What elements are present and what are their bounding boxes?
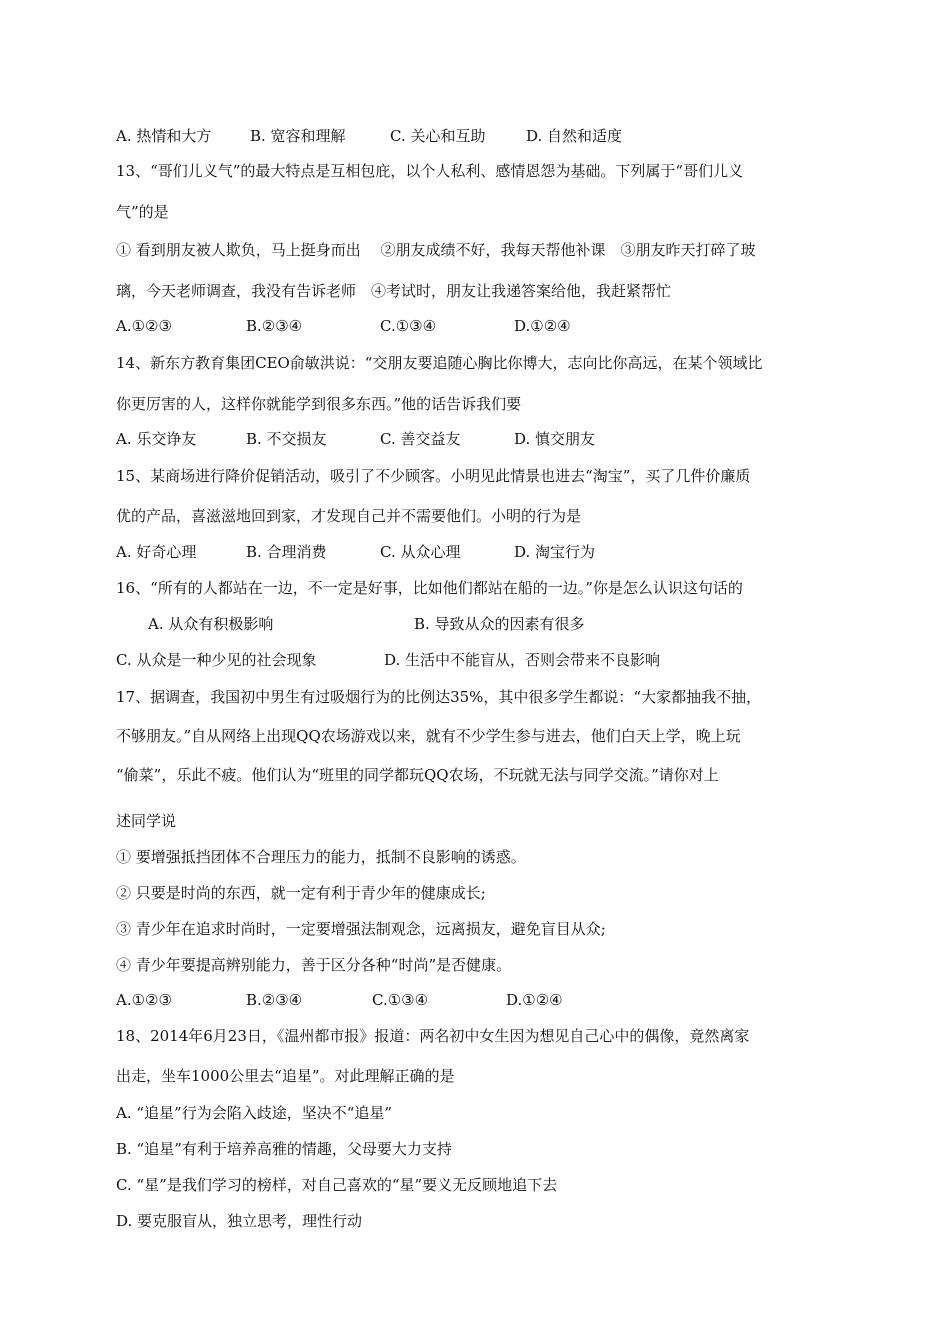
- q14-stem-line2: 你更厉害的人，这样你就能学到很多东西。”他的话告诉我们要: [116, 395, 522, 413]
- q17-option-a: A.①②③: [116, 991, 172, 1009]
- q12-option-d: D. 自然和适度: [526, 127, 623, 145]
- q18-option-d: D. 要克服盲从，独立思考，理性行动: [116, 1212, 363, 1230]
- q15-stem-line2: 优的产品，喜滋滋地回到家，才发现自己并不需要他们。小明的行为是: [116, 507, 582, 525]
- q17-stem-line1: 17、据调查，我国初中男生有过吸烟行为的比例达35%，其中很多学生都说：“大家都抽我不抽，: [116, 688, 762, 706]
- q18-option-c: C. “星”是我们学习的榜样，对自己喜欢的“星”要义无反顾地追下去: [116, 1176, 558, 1194]
- q14-option-d: D. 慎交朋友: [514, 430, 596, 448]
- q17-option-d: D.①②④: [506, 991, 563, 1009]
- q16-option-c: C. 从众是一种少见的社会现象: [116, 651, 317, 669]
- q16-option-d: D. 生活中不能盲从，否则会带来不良影响: [384, 651, 661, 669]
- q17-option-b: B.②③④: [246, 991, 303, 1009]
- q16-option-a: A. 从众有积极影响: [148, 615, 274, 633]
- q18-stem-line1: 18、2014年6月23日，《温州都市报》报道：两名初中女生因为想见自己心中的偶像，竟然离家: [116, 1027, 750, 1045]
- q15-option-c: C. 从众心理: [380, 543, 461, 561]
- q15-option-d: D. 淘宝行为: [514, 543, 596, 561]
- q18-option-a: A. “追星”行为会陷入歧途，坚决不“追星”: [116, 1104, 393, 1122]
- q16-stem-line1: 16、“所有的人都站在一边，不一定是好事，比如他们都站在船的一边。”你是怎么认识这句话的: [116, 579, 743, 597]
- q12-option-b: B. 宽容和理解: [250, 127, 346, 145]
- q14-option-a: A. 乐交诤友: [116, 430, 197, 448]
- q17-stem-line2: 不够朋友。”自从网络上出现QQ农场游戏以来，就有不少学生参与进去，他们白天上学，晚上玩: [116, 727, 741, 745]
- q15-stem-line1: 15、某商场进行降价促销活动，吸引了不少顾客。小明见此情景也进去“淘宝”，买了几件价廉质: [116, 467, 751, 485]
- q13-stem-line1: 13、“哥们儿义气”的最大特点是互相包庇，以个人私利、感情恩怨为基础。下列属于“哥们儿义: [116, 162, 744, 180]
- q14-option-b: B. 不交损友: [246, 430, 327, 448]
- q14-option-c: C. 善交益友: [380, 430, 461, 448]
- q13-item-line1: ① 看到朋友被人欺负，马上挺身而出 ②朋友成绩不好，我每天帮他补课 ③朋友昨天打碎了玻: [116, 241, 756, 259]
- q15-option-a: A. 好奇心理: [116, 543, 197, 561]
- q17-stem-line3: “偷菜”，乐此不疲。他们认为“班里的同学都玩QQ农场，不玩就无法与同学交流。”请你对上: [116, 766, 719, 784]
- q17-item-2: ② 只要是时尚的东西，就一定有利于青少年的健康成长;: [116, 884, 486, 902]
- q17-option-c: C.①③④: [372, 991, 429, 1009]
- q17-item-3: ③ 青少年在追求时尚时，一定要增强法制观念，远离损友，避免盲目从众;: [116, 920, 606, 938]
- q13-item-line2: 璃，今天老师调查，我没有告诉老师 ④考试时，朋友让我递答案给他，我赶紧帮忙: [116, 282, 672, 300]
- q18-stem-line2: 出走，坐车1000公里去“追星”。对此理解正确的是: [116, 1067, 455, 1085]
- q17-item-1: ① 要增强抵挡团体不合理压力的能力，抵制不良影响的诱惑。: [116, 848, 526, 866]
- q12-option-c: C. 关心和互助: [390, 127, 486, 145]
- q12-option-a: A. 热情和大方: [116, 127, 212, 145]
- q17-stem-line4: 述同学说: [116, 812, 177, 830]
- q18-option-b: B. “追星”有利于培养高雅的情趣，父母要大力支持: [116, 1140, 452, 1158]
- q13-stem-line2: 气”的是: [116, 203, 169, 221]
- q17-item-4: ④ 青少年要提高辨别能力，善于区分各种“时尚”是否健康。: [116, 956, 512, 974]
- q13-option-b: B.②③④: [246, 317, 303, 335]
- q13-option-d: D.①②④: [514, 317, 571, 335]
- q16-option-b: B. 导致从众的因素有很多: [414, 615, 585, 633]
- q14-stem-line1: 14、新东方教育集团CEO俞敏洪说：“交朋友要追随心胸比你博大，志向比你高远，在某个领域比: [116, 354, 763, 372]
- q15-option-b: B. 合理消费: [246, 543, 327, 561]
- q13-option-a: A.①②③: [116, 317, 172, 335]
- q13-option-c: C.①③④: [380, 317, 437, 335]
